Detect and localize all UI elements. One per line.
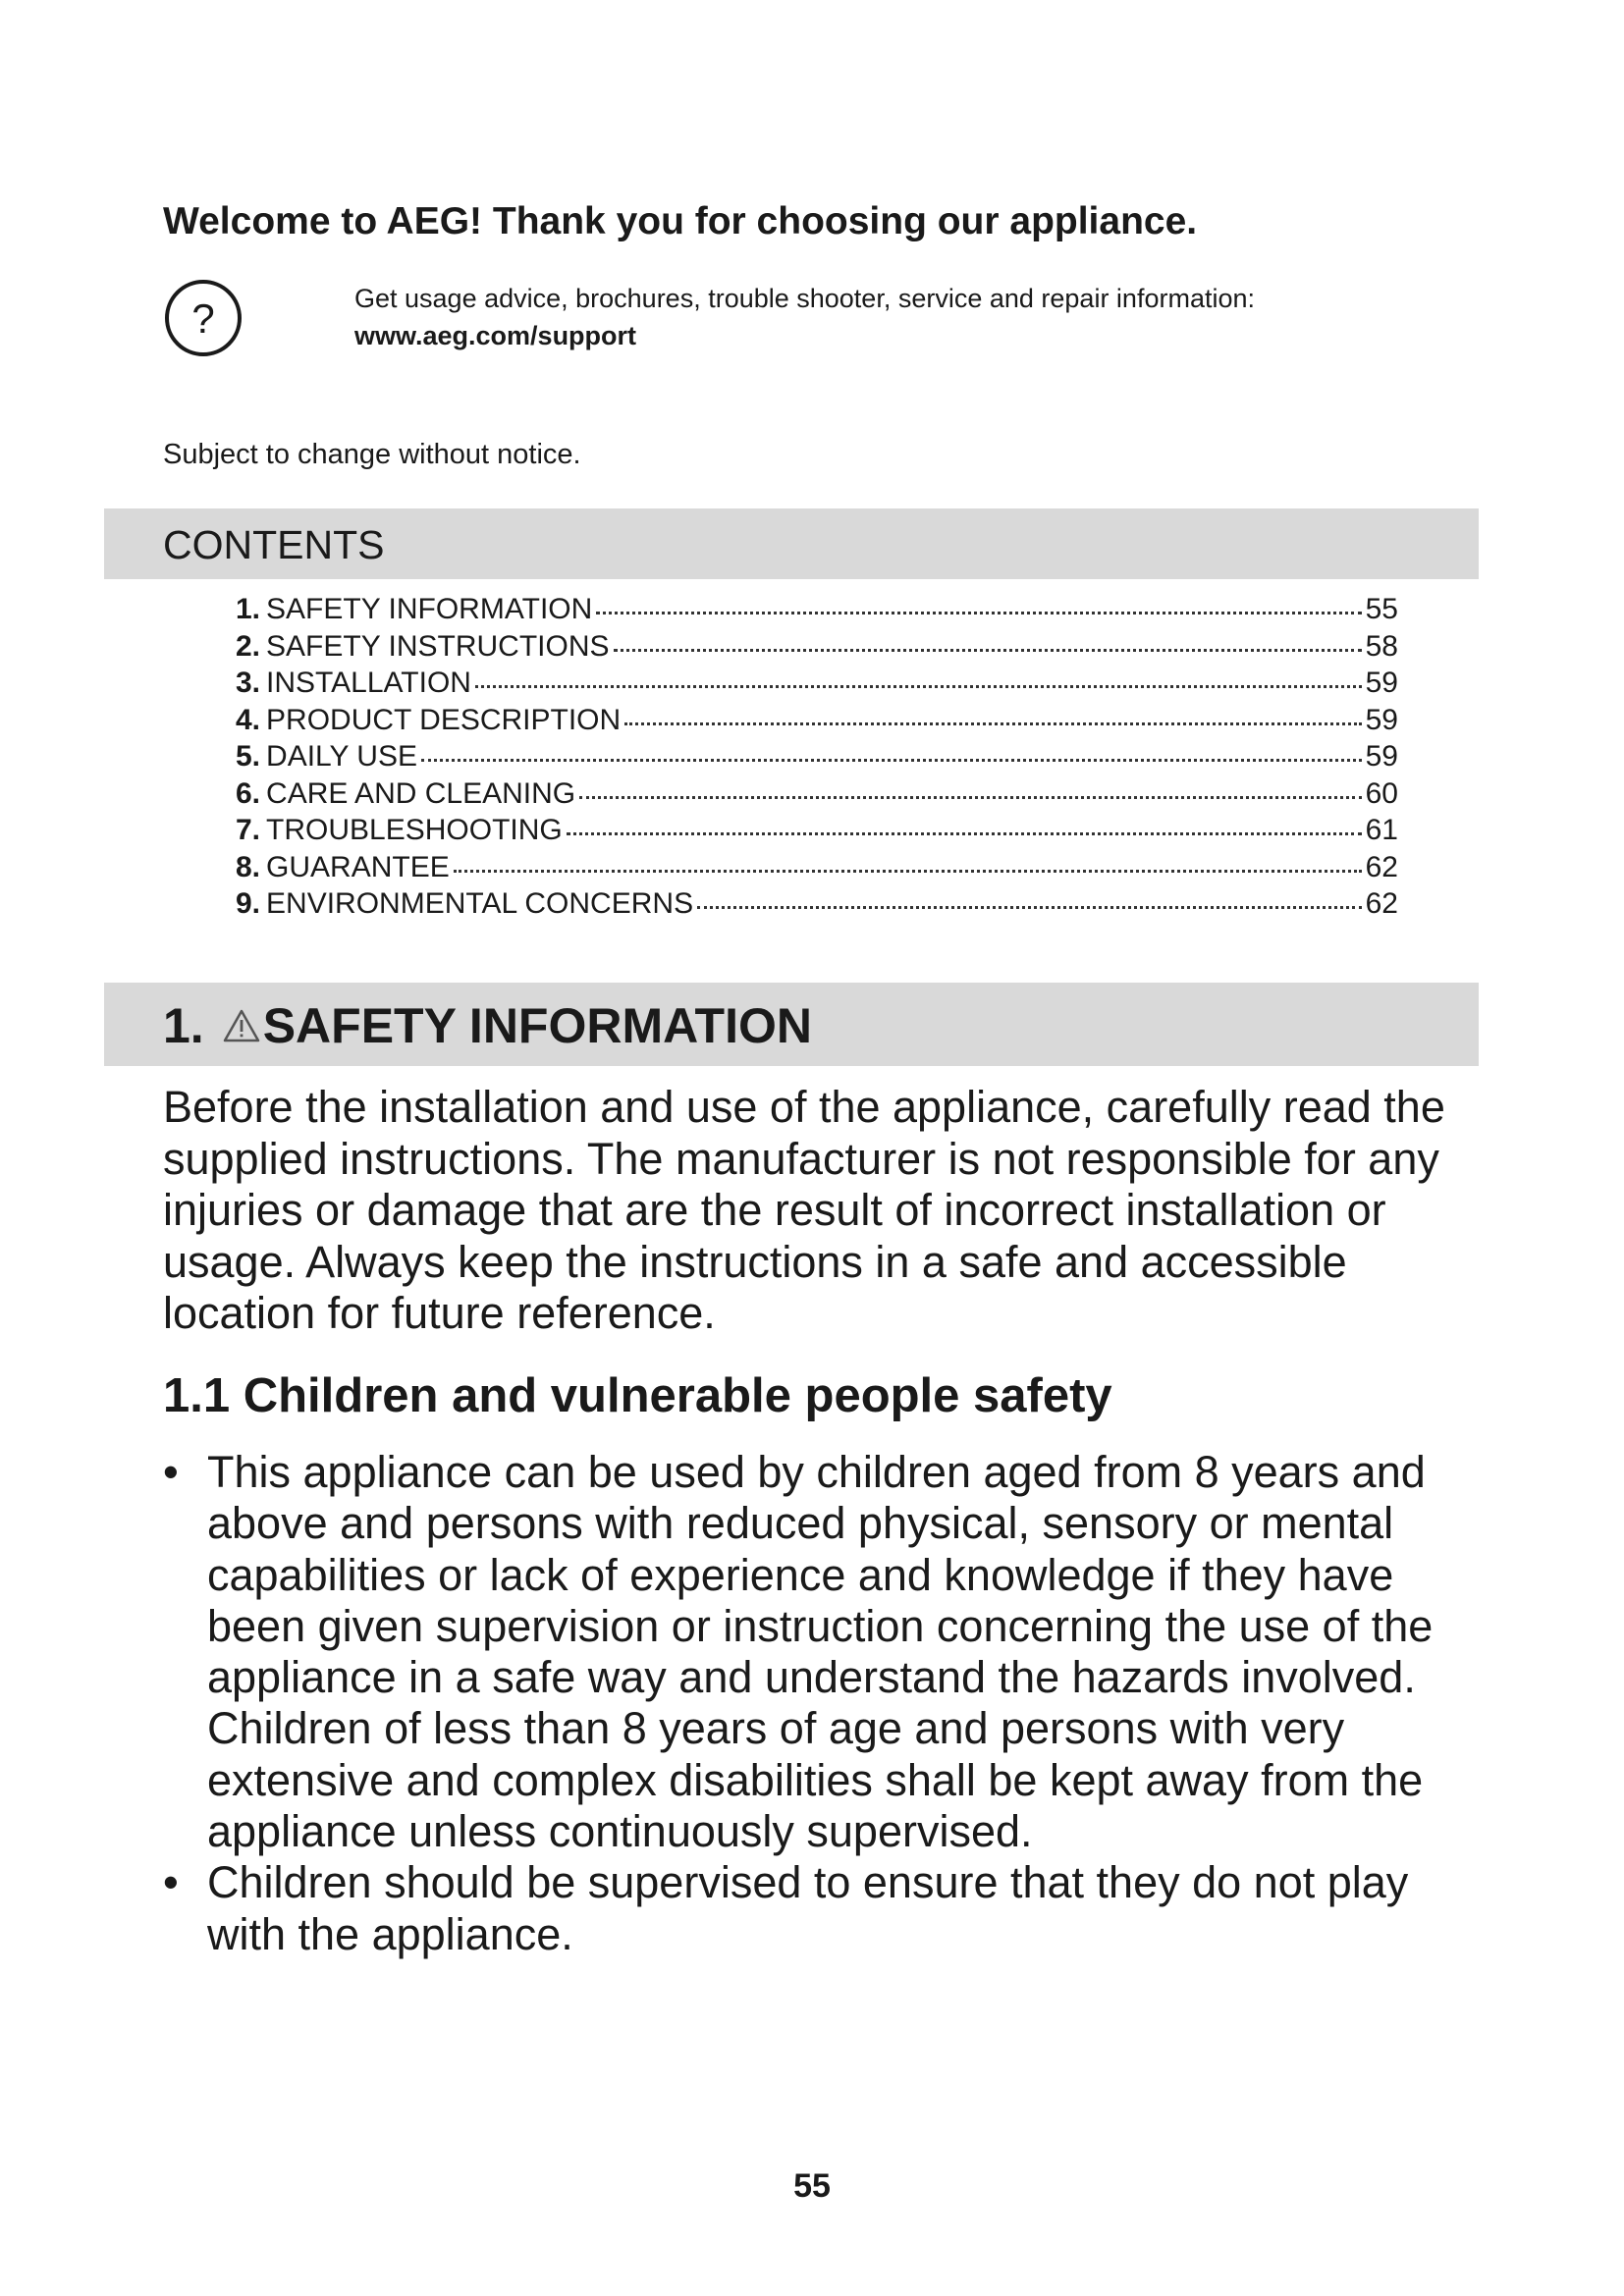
toc-label: SAFETY INSTRUCTIONS bbox=[266, 629, 610, 663]
toc-item-product-description[interactable] bbox=[236, 704, 1398, 741]
change-notice: Subject to change without notice. bbox=[163, 439, 581, 470]
bullet-mark: • bbox=[163, 1447, 179, 1497]
toc-number: 6. bbox=[236, 776, 261, 810]
toc-number: 2. bbox=[236, 629, 261, 663]
toc-number: 3. bbox=[236, 667, 261, 699]
toc-leader-dots bbox=[624, 722, 1361, 725]
contents-title: CONTENTS bbox=[163, 522, 385, 567]
section-title-text: SAFETY INFORMATION bbox=[262, 998, 812, 1053]
table-of-contents bbox=[236, 593, 1398, 925]
toc-label: TROUBLESHOOTING bbox=[266, 814, 563, 846]
bullet-item bbox=[163, 1857, 1498, 1960]
support-info bbox=[354, 280, 1255, 354]
svg-text:?: ? bbox=[191, 295, 215, 342]
toc-label: CARE AND CLEANING bbox=[266, 776, 576, 810]
safety-header-bar bbox=[104, 983, 1479, 1066]
toc-number: 5. bbox=[236, 740, 261, 773]
section-title bbox=[163, 997, 812, 1054]
subsection-heading: 1.1 Children and vulnerable people safety bbox=[163, 1369, 1112, 1422]
toc-page: 60 bbox=[1365, 776, 1398, 810]
toc-leader-dots bbox=[421, 759, 1362, 762]
toc-label: PRODUCT DESCRIPTION bbox=[266, 703, 622, 736]
toc-page: 59 bbox=[1365, 740, 1398, 773]
toc-leader-dots bbox=[475, 685, 1362, 688]
toc-page: 62 bbox=[1365, 850, 1398, 883]
toc-item-safety-information[interactable] bbox=[236, 593, 1398, 630]
toc-number: 8. bbox=[236, 850, 261, 883]
toc-number: 4. bbox=[236, 703, 261, 736]
safety-bullet-list bbox=[163, 1447, 1498, 1960]
toc-item-guarantee[interactable] bbox=[236, 851, 1398, 888]
toc-label: SAFETY INFORMATION bbox=[266, 593, 593, 625]
toc-number: 7. bbox=[236, 814, 261, 846]
toc-leader-dots bbox=[697, 906, 1362, 909]
warning-triangle-icon bbox=[222, 1008, 261, 1043]
toc-leader-dots bbox=[614, 649, 1362, 652]
toc-number: 1. bbox=[236, 593, 261, 625]
toc-page: 55 bbox=[1365, 593, 1398, 625]
support-description: Get usage advice, brochures, trouble shooter, service and repair information: bbox=[354, 284, 1255, 313]
contents-header-bar bbox=[104, 508, 1479, 579]
toc-page: 61 bbox=[1365, 814, 1398, 846]
page-number: 55 bbox=[793, 2167, 831, 2205]
toc-item-troubleshooting[interactable] bbox=[236, 814, 1398, 851]
toc-item-safety-instructions[interactable] bbox=[236, 630, 1398, 667]
toc-number: 9. bbox=[236, 887, 261, 920]
toc-item-daily-use[interactable] bbox=[236, 740, 1398, 777]
toc-item-care-and-cleaning[interactable] bbox=[236, 777, 1398, 815]
toc-item-environmental-concerns[interactable] bbox=[236, 887, 1398, 925]
toc-page: 59 bbox=[1365, 667, 1398, 699]
safety-intro-paragraph: Before the installation and use of the appliance, carefully read the supplied instructions. The manufacturer is not responsible for any injuries or damage that are the result of incorrect installation or usage. Always keep the instructions in a safe and accessible location for future reference. bbox=[163, 1082, 1445, 1338]
toc-page: 62 bbox=[1365, 887, 1398, 920]
toc-leader-dots bbox=[579, 796, 1362, 799]
toc-page: 58 bbox=[1365, 629, 1398, 663]
question-circle-icon bbox=[163, 278, 244, 358]
support-link[interactable]: www.aeg.com/support bbox=[354, 321, 637, 350]
section-number: 1. bbox=[163, 998, 204, 1053]
toc-label: INSTALLATION bbox=[266, 667, 471, 699]
bullet-text: This appliance can be used by children aged from 8 years and above and persons with reduced physical, sensory or mental capabilities or lack of experience and knowledge if they have been given supervision or instruction concerning the use of the appliance in a safe way and understand the hazards involved. Children of less than 8 years of age and persons with very extensive and complex disabilities shall be kept away from the appliance unless continuously supervised. bbox=[207, 1447, 1434, 1857]
welcome-title: Welcome to AEG! Thank you for choosing our appliance. bbox=[163, 200, 1198, 242]
toc-label: ENVIRONMENTAL CONCERNS bbox=[266, 887, 694, 920]
toc-leader-dots bbox=[567, 832, 1362, 835]
toc-page: 59 bbox=[1365, 703, 1398, 736]
toc-leader-dots bbox=[596, 612, 1361, 614]
toc-label: DAILY USE bbox=[266, 740, 417, 773]
toc-label: GUARANTEE bbox=[266, 850, 450, 883]
toc-item-installation[interactable] bbox=[236, 667, 1398, 704]
bullet-text: Children should be supervised to ensure that they do not play with the appliance. bbox=[207, 1857, 1409, 1959]
toc-leader-dots bbox=[454, 870, 1362, 873]
bullet-item bbox=[163, 1447, 1498, 1857]
bullet-mark: • bbox=[163, 1857, 179, 1908]
